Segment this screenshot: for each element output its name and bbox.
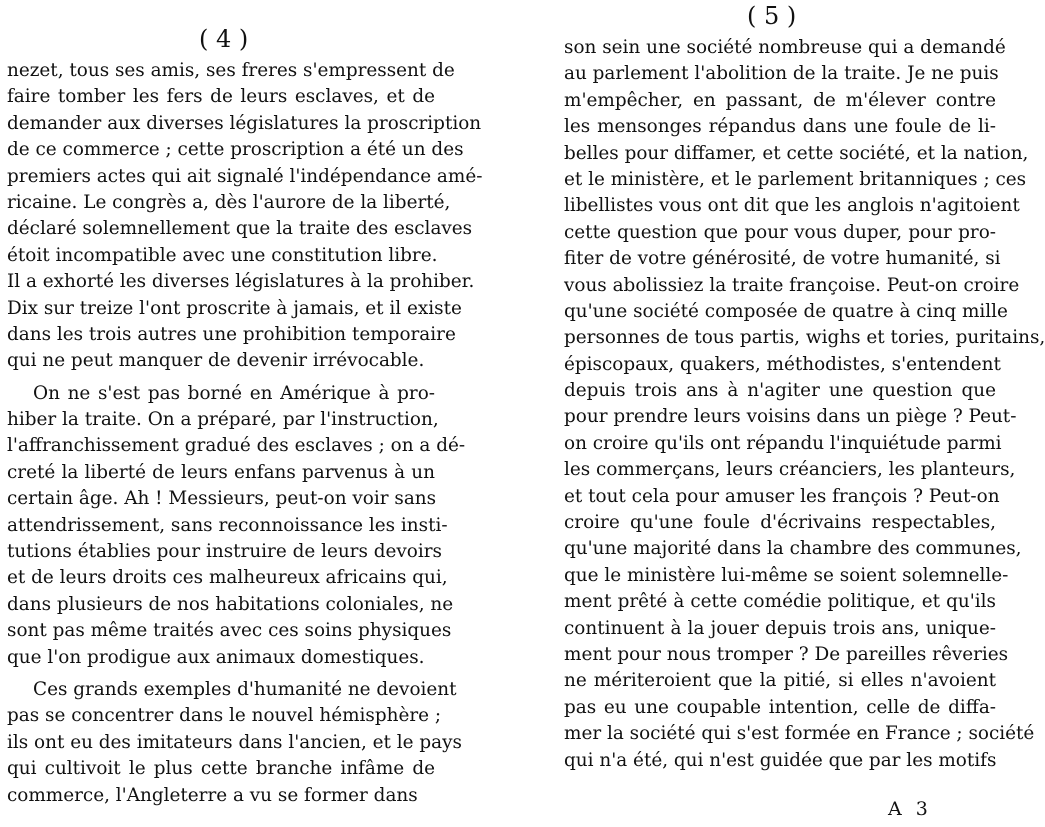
- text-line: depuis trois ans à n'agiter une question que: [564, 380, 996, 402]
- text-line: et tout cela pour amuser les françois ? Peut-on: [564, 485, 1000, 507]
- page-number: ( 4 ): [199, 25, 249, 53]
- text-line: au parlement l'abolition de la traite. Je ne puis: [564, 63, 999, 85]
- text-line: certain âge. Ah ! Messieurs, peut-on voir sans: [7, 488, 437, 510]
- text-line: personnes de tous partis, wighs et tories, puritains,: [564, 327, 1045, 349]
- text-line: pour prendre leurs voisins dans un piège ? Peut-: [564, 406, 1017, 428]
- text-line: fiter de votre générosité, de votre humanité, si: [564, 248, 1001, 270]
- text-line: commerce, l'Angleterre a vu se former dans: [7, 784, 418, 806]
- text-line: épiscopaux, quakers, méthodistes, s'entendent: [564, 353, 1001, 375]
- text-line: qui n'a été, qui n'est guidée que par les motifs: [564, 749, 997, 771]
- text-line: que le ministère lui-même se soient solemnelle-: [564, 564, 1009, 586]
- text-line: les commerçans, leurs créanciers, les planteurs,: [564, 459, 1016, 481]
- text-line: libellistes vous ont dit que les anglois n'agitoient: [564, 195, 1020, 217]
- left-page: [0, 0, 500, 827]
- right-text-block: [564, 35, 1045, 774]
- text-line: mer la société qui s'est formée en France ; société: [564, 723, 1035, 745]
- text-line: hiber la traite. On a préparé, par l'instruction,: [7, 409, 439, 431]
- text-line: dans les trois autres une prohibition temporaire: [7, 323, 456, 345]
- text-line: continuent à la jouer depuis trois ans, unique-: [564, 617, 996, 639]
- text-line: sont pas même traités avec ces soins physiques: [7, 620, 452, 642]
- text-line: demander aux diverses législatures la proscription: [7, 112, 482, 134]
- text-line: pas se concentrer dans le nouvel hémisphère ;: [7, 705, 442, 727]
- text-line: ils ont eu des imitateurs dans l'ancien, et le pays: [7, 731, 462, 753]
- text-line: étoit incompatible avec une constitution libre.: [7, 244, 438, 266]
- text-line: cette question que pour vous duper, pour pro-: [564, 221, 996, 243]
- text-line: qu'une société composée de quatre à cinq mille: [564, 300, 1008, 322]
- text-line: dans plusieurs de nos habitations coloniales, ne: [7, 593, 454, 615]
- text-line: ment pour nous tromper ? De pareilles rêveries: [564, 643, 1009, 665]
- text-line: qui cultivoit le plus cette branche infâme de: [7, 758, 435, 780]
- text-line: vous abolissiez la traite françoise. Peut-on croire: [564, 274, 1020, 296]
- text-line: qu'une majorité dans la chambre des communes,: [564, 538, 1022, 560]
- text-line: Il a exhorté les diverses législatures à la prohiber.: [7, 271, 475, 293]
- text-line: faire tomber les fers de leurs esclaves, et de: [7, 86, 435, 108]
- text-line: nezet, tous ses amis, ses freres s'empressent de: [7, 60, 455, 81]
- text-line: et le ministère, et le parlement britanniques ; ces: [564, 168, 1027, 190]
- text-line: de ce commerce ; cette proscription a été un des: [7, 139, 464, 161]
- text-line: déclaré solemnellement que la traite des esclaves: [7, 218, 473, 240]
- text-line: ricaine. Le congrès a, dès l'aurore de la liberté,: [7, 191, 451, 213]
- text-line: attendrissement, sans reconnoissance les insti-: [7, 514, 448, 536]
- text-line: les mensonges répandus dans une foule de li-: [564, 116, 996, 138]
- text-line: Dix sur treize l'ont proscrite à jamais, et il existe: [7, 297, 462, 319]
- text-line: qui ne peut manquer de devenir irrévocable.: [7, 350, 425, 372]
- text-line: Ces grands exemples d'humanité ne devoient: [33, 678, 457, 700]
- text-line: belles pour diffamer, et cette société, et la nation,: [564, 142, 1029, 164]
- left-text-block: [7, 58, 483, 809]
- text-line: et de leurs droits ces malheureux africains qui,: [7, 567, 448, 589]
- text-line: creté la liberté de leurs enfans parvenus à un: [7, 461, 435, 483]
- text-line: pas eu une coupable intention, celle de diffa-: [564, 696, 996, 718]
- text-line: ne mériteroient que la pitié, si elles n'avoient: [564, 670, 996, 692]
- signature-mark: A 3: [888, 798, 932, 820]
- text-line: premiers actes qui ait signalé l'indépendance amé-: [7, 165, 483, 187]
- text-line: ment prêté à cette comédie politique, et qu'ils: [564, 591, 996, 613]
- text-line: On ne s'est pas borné en Amérique à pro-: [33, 382, 435, 404]
- text-line: croire qu'une foule d'écrivains respectables,: [564, 512, 996, 534]
- text-line: son sein une société nombreuse qui a demandé: [564, 37, 1006, 58]
- page-number: ( 5 ): [747, 2, 797, 30]
- right-page: [500, 0, 1045, 827]
- text-line: l'affranchissement gradué des esclaves ; on a dé-: [7, 435, 466, 457]
- text-line: on croire qu'ils ont répandu l'inquiétude parmi: [564, 432, 1002, 454]
- text-line: m'empêcher, en passant, de m'élever contre: [564, 89, 996, 111]
- text-line: que l'on prodigue aux animaux domestiques.: [7, 646, 425, 668]
- text-line: tutions établies pour instruire de leurs devoirs: [7, 541, 442, 563]
